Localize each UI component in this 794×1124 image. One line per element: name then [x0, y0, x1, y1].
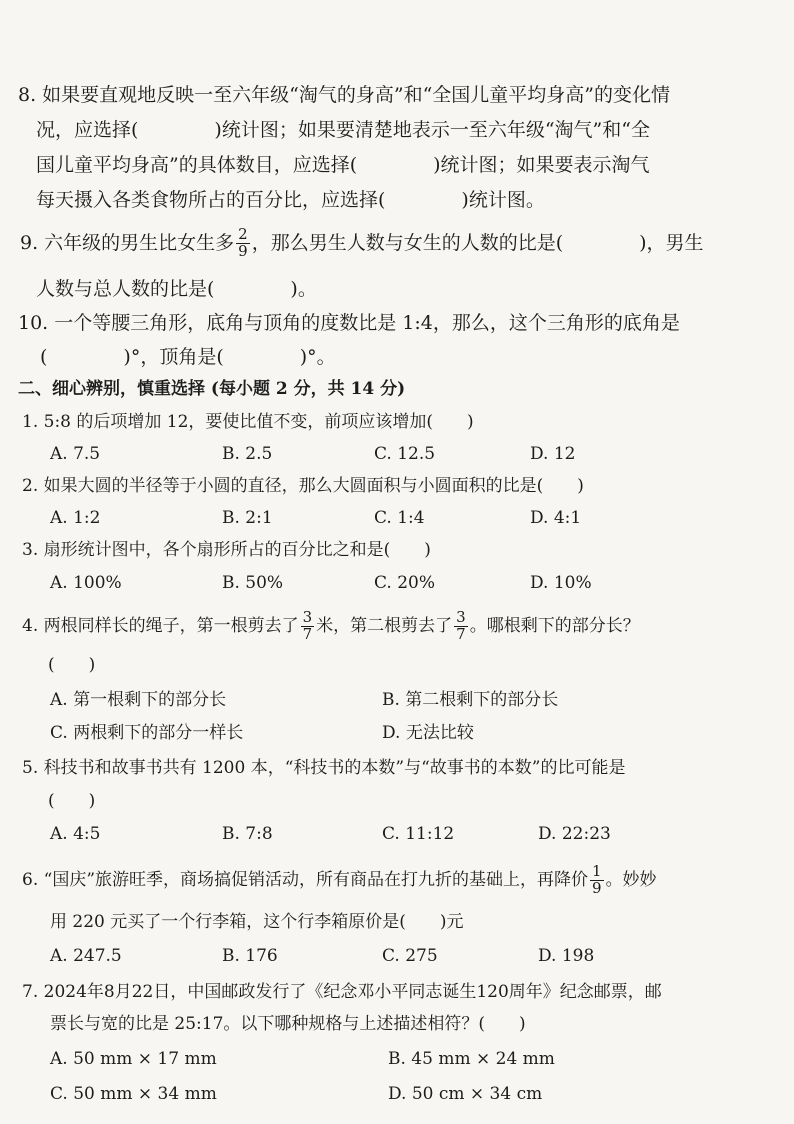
- mc5-option-a: A. 4:5: [50, 824, 101, 844]
- mc6-fraction-numerator: 1: [592, 861, 602, 880]
- mc1-option-b: B. 2.5: [222, 444, 273, 464]
- mc2-option-c: C. 1:4: [374, 508, 425, 528]
- mc1-stem: 1. 5:8 的后项增加 12，要使比值不变，前项应该增加( ): [22, 412, 474, 432]
- mc4-stem: [22, 606, 640, 646]
- section-2-heading: 二、细心辨别，慎重选择 (每小题 2 分，共 14 分): [18, 379, 406, 399]
- q8-line-4: 每天摄入各类食物所占的百分比，应选择( )统计图。: [36, 189, 545, 211]
- mc6-fraction-denominator: 9: [592, 878, 602, 897]
- mc6-fraction: [590, 861, 604, 897]
- mc4-text-mid: 米，第二根剪去了: [316, 615, 453, 636]
- mc4-fraction-1-denominator: 7: [302, 624, 313, 643]
- mc6-option-b: B. 176: [222, 946, 278, 966]
- mc7-option-b: B. 45 mm × 24 mm: [388, 1049, 555, 1069]
- mc7-line-2: 票长与宽的比是 25:17。以下哪种规格与上述描述相符？( ): [50, 1014, 526, 1034]
- q8-line-2: 况，应选择( )统计图；如果要清楚地表示一至六年级“淘气”和“全: [36, 119, 650, 141]
- mc6-text-post: 。妙妙: [605, 869, 657, 890]
- mc6-line-2: 用 220 元买了一个行李箱，这个行李箱原价是( )元: [50, 912, 464, 932]
- mc5-option-d: D. 22:23: [538, 824, 611, 844]
- mc1-option-a: A. 7.5: [50, 444, 101, 464]
- mc4-option-a: A. 第一根剩下的部分长: [50, 690, 227, 710]
- mc5-answer-paren: ( ): [48, 791, 96, 811]
- mc6-text-pre: 6. “国庆”旅游旺季，商场搞促销活动，所有商品在打九折的基础上，再降价: [22, 869, 589, 890]
- mc2-option-b: B. 2:1: [222, 508, 273, 528]
- mc4-option-b: B. 第二根剩下的部分长: [382, 690, 559, 710]
- mc3-option-d: D. 10%: [530, 573, 592, 593]
- mc4-fraction-2-numerator: 3: [456, 607, 466, 626]
- mc7-option-a: A. 50 mm × 17 mm: [50, 1049, 217, 1069]
- mc6-option-a: A. 247.5: [50, 946, 122, 966]
- mc5-option-b: B. 7:8: [222, 824, 273, 844]
- mc3-option-a: A. 100%: [50, 573, 122, 593]
- mc3-stem: 3. 扇形统计图中，各个扇形所占的百分比之和是( ): [22, 540, 431, 560]
- q9-line-1: [20, 226, 704, 260]
- q9-fraction-numerator: 2: [238, 224, 248, 243]
- mc6-option-c: C. 275: [382, 946, 438, 966]
- mc2-option-a: A. 1:2: [50, 508, 101, 528]
- mc4-fraction-1-numerator: 3: [302, 607, 313, 626]
- mc7-option-d: D. 50 cm × 34 cm: [388, 1084, 543, 1104]
- mc4-text-post: 。哪根剩下的部分长？: [469, 615, 640, 636]
- mc2-option-d: D. 4:1: [530, 508, 582, 528]
- q9-text-post: ，那么男生人数与女生的人数的比是( )，男生: [251, 231, 704, 254]
- mc5-stem: 5. 科技书和故事书共有 1200 本，“科技书的本数”与“故事书的本数”的比可能是: [22, 758, 626, 778]
- q9-fraction-denominator: 9: [238, 241, 248, 260]
- mc4-option-d: D. 无法比较: [382, 723, 474, 743]
- mc6-option-d: D. 198: [538, 946, 595, 966]
- q10-line-1: 10. 一个等腰三角形，底角与顶角的度数比是 1:4，那么，这个三角形的底角是: [18, 312, 680, 334]
- mc4-option-c: C. 两根剩下的部分一样长: [50, 723, 244, 743]
- mc4-text-pre: 4. 两根同样长的绳子，第一根剪去了: [22, 615, 299, 636]
- q8-line-1: 8. 如果要直观地反映一至六年级“淘气的身高”和“全国儿童平均身高”的变化情: [18, 84, 671, 106]
- mc7-line-1: 7. 2024年8月22日，中国邮政发行了《纪念邓小平同志诞生120周年》纪念邮票，邮: [22, 982, 662, 1002]
- mc3-option-b: B. 50%: [222, 573, 284, 593]
- mc7-option-c: C. 50 mm × 34 mm: [50, 1084, 217, 1104]
- mc6-line-1: [22, 860, 657, 900]
- q9-line-2: 人数与总人数的比是( )。: [36, 278, 317, 300]
- mc3-option-c: C. 20%: [374, 573, 435, 593]
- q9-text-pre: 9. 六年级的男生比女生多: [20, 231, 235, 254]
- mc4-fraction-1: [301, 607, 315, 643]
- mc1-option-c: C. 12.5: [374, 444, 436, 464]
- mc2-stem: 2. 如果大圆的半径等于小圆的直径，那么大圆面积与小圆面积的比是( ): [22, 476, 584, 496]
- mc4-answer-paren: ( ): [48, 655, 96, 675]
- mc5-option-c: C. 11:12: [382, 824, 455, 844]
- mc4-fraction-2-denominator: 7: [456, 624, 466, 643]
- mc4-fraction-2: [454, 607, 468, 643]
- q9-fraction: [236, 224, 250, 260]
- q8-line-3: 国儿童平均身高”的具体数目，应选择( )统计图；如果要表示淘气: [36, 154, 650, 176]
- mc1-option-d: D. 12: [530, 444, 576, 464]
- q10-line-2: ( )°，顶角是( )°。: [40, 346, 336, 368]
